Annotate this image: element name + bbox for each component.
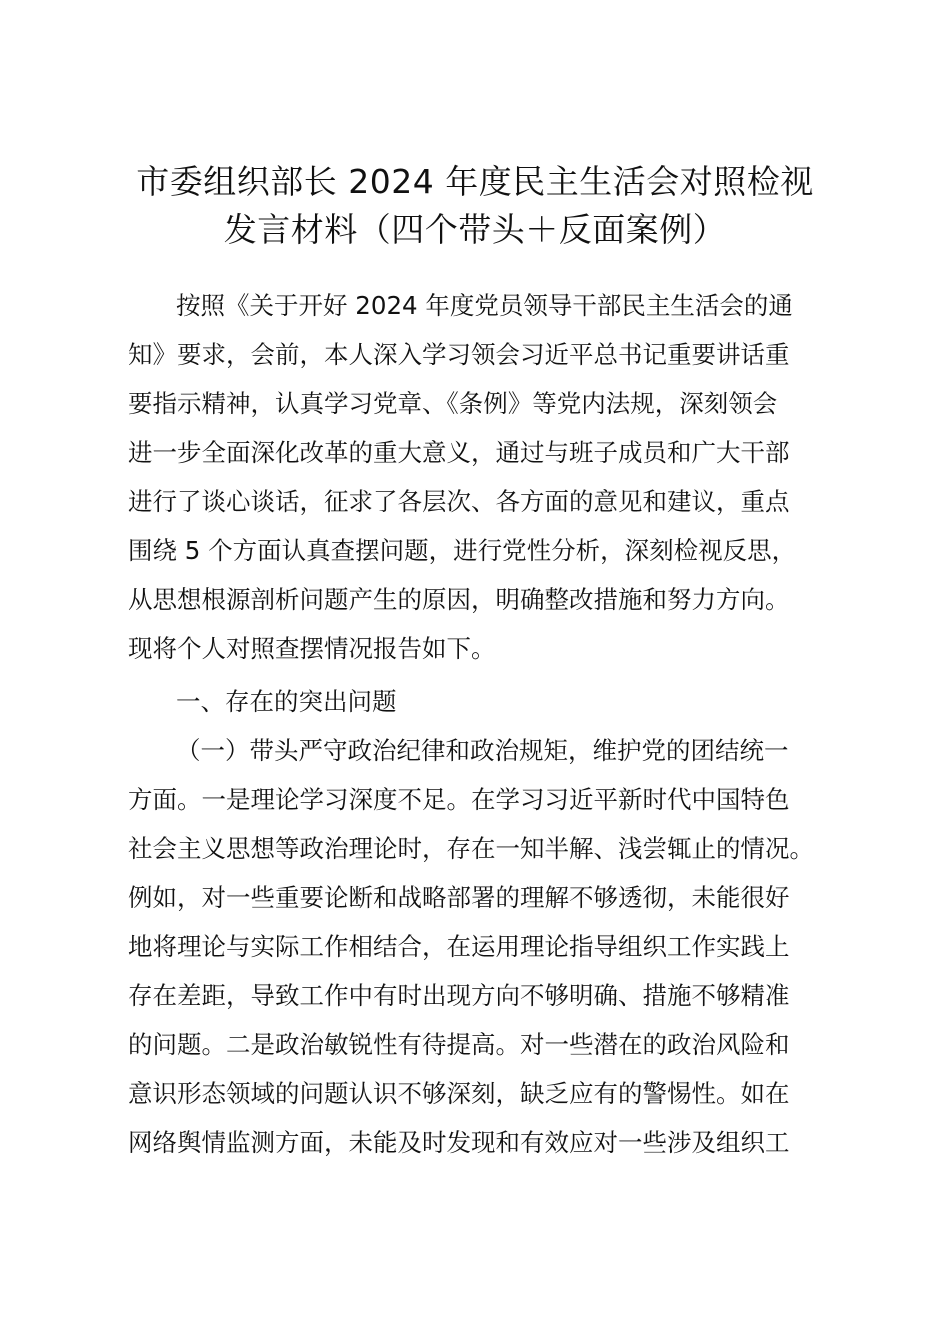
paragraph-line: 意识形态领域的问题认识不够深刻，缺乏应有的警惕性。如在 xyxy=(128,1079,790,1108)
paragraph-line: 按照《关于开好 2024 年度党员领导干部民主生活会的通 xyxy=(176,291,793,320)
paragraph-line: 要指示精神，认真学习党章、《条例》等党内法规，深刻领会 xyxy=(128,389,778,418)
paragraph-line: 进一步全面深化改革的重大意义，通过与班子成员和广大干部 xyxy=(128,438,790,467)
paragraph-line: （一）带头严守政治纪律和政治规矩，维护党的团结统一 xyxy=(176,736,789,765)
paragraph-line: 知》要求，会前，本人深入学习领会习近平总书记重要讲话重 xyxy=(128,340,790,369)
paragraph-line: 地将理论与实际工作相结合，在运用理论指导组织工作实践上 xyxy=(128,932,790,961)
paragraph-line: 从思想根源剖析问题产生的原因，明确整改措施和努力方向。 xyxy=(128,585,790,614)
paragraph-line: 现将个人对照查摆情况报告如下。 xyxy=(128,634,496,663)
paragraph-line: 的问题。二是政治敏锐性有待提高。对一些潜在的政治风险和 xyxy=(128,1030,790,1059)
paragraph-line: 方面。一是理论学习深度不足。在学习习近平新时代中国特色 xyxy=(128,785,790,814)
paragraph-line: 例如，对一些重要论断和战略部署的理解不够透彻，未能很好 xyxy=(128,883,790,912)
section-heading: 一、存在的突出问题 xyxy=(176,687,397,716)
document-title-line-2: 发言材料（四个带头＋反面案例） xyxy=(223,210,727,249)
paragraph-line: 存在差距，导致工作中有时出现方向不够明确、措施不够精准 xyxy=(128,981,790,1010)
paragraph-line: 社会主义思想等政治理论时，存在一知半解、浅尝辄止的情况。 xyxy=(128,834,814,863)
paragraph-line: 网络舆情监测方面，未能及时发现和有效应对一些涉及组织工 xyxy=(128,1128,790,1157)
paragraph-line: 进行了谈心谈话，征求了各层次、各方面的意见和建议，重点 xyxy=(128,487,790,516)
paragraph-line: 围绕 5 个方面认真查摆问题，进行党性分析，深刻检视反思， xyxy=(128,536,797,565)
document-title-line-1: 市委组织部长 2024 年度民主生活会对照检视 xyxy=(136,162,814,201)
